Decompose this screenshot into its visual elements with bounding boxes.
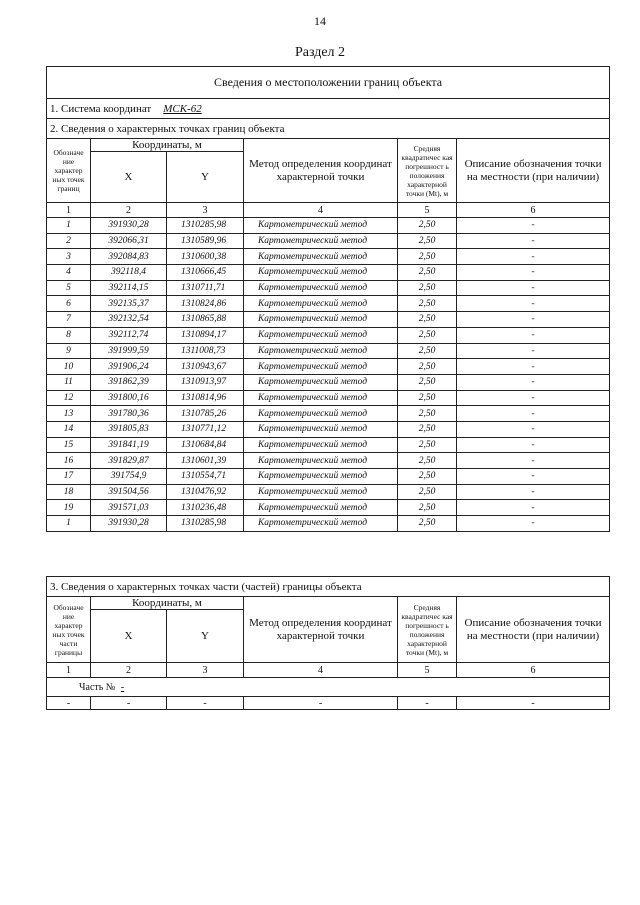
method-cell: Картометрический метод	[244, 500, 398, 516]
description-cell: -	[457, 265, 610, 281]
parts-column-numbers-row	[47, 663, 610, 678]
description-cell: -	[457, 484, 610, 500]
coord-x-cell: 391999,59	[91, 343, 167, 359]
table-row	[47, 421, 610, 437]
header-point: Обозначе ние характер ных точек границ	[47, 139, 91, 203]
part-cell: -	[47, 697, 91, 710]
coord-x-cell: 392112,74	[91, 327, 167, 343]
coord-system-row	[47, 99, 610, 119]
part-value: -	[120, 681, 125, 693]
coord-y-cell: 1310589,96	[167, 233, 244, 249]
error-cell: 2,50	[398, 218, 457, 234]
point-number-cell: 6	[47, 296, 91, 312]
column-number: 2	[91, 203, 167, 218]
coord-x-cell: 391805,83	[91, 421, 167, 437]
parts-header-error: Средняя квадратичес кая погрешност ь положения характерной точки (Mt), м	[398, 597, 457, 663]
parts-header-description: Описание обозначения точки на местности (при наличии)	[457, 597, 610, 663]
column-numbers-row	[47, 203, 610, 218]
header-coords: Координаты, м	[91, 139, 244, 152]
method-cell: Картометрический метод	[244, 265, 398, 281]
description-cell: -	[457, 312, 610, 328]
method-cell: Картометрический метод	[244, 312, 398, 328]
method-cell: Картометрический метод	[244, 359, 398, 375]
part-cell: -	[91, 697, 167, 710]
parts-header-point: Обозначе ние характер ных точек части границы	[47, 597, 91, 663]
table-row	[47, 374, 610, 390]
method-cell: Картометрический метод	[244, 343, 398, 359]
error-cell: 2,50	[398, 374, 457, 390]
description-cell: -	[457, 437, 610, 453]
column-number: 4	[244, 663, 398, 678]
header-method: Метод определения координат характерной точки	[244, 139, 398, 203]
parts-header-y: Y	[167, 610, 244, 663]
description-cell: -	[457, 516, 610, 532]
error-cell: 2,50	[398, 233, 457, 249]
description-cell: -	[457, 390, 610, 406]
coord-x-cell: 392114,15	[91, 280, 167, 296]
table-row	[47, 469, 610, 485]
error-cell: 2,50	[398, 343, 457, 359]
coord-y-cell: 1310913,97	[167, 374, 244, 390]
coord-x-cell: 392135,37	[91, 296, 167, 312]
point-number-cell: 4	[47, 265, 91, 281]
error-cell: 2,50	[398, 421, 457, 437]
coord-x-cell: 392084,83	[91, 249, 167, 265]
description-cell: -	[457, 469, 610, 485]
header-error: Средняя квадратичес кая погрешност ь положения характерной точки (Mt), м	[398, 139, 457, 203]
description-cell: -	[457, 280, 610, 296]
method-cell: Картометрический метод	[244, 421, 398, 437]
description-cell: -	[457, 249, 610, 265]
coord-x-cell: 391780,36	[91, 406, 167, 422]
boundary-table	[46, 66, 610, 532]
method-cell: Картометрический метод	[244, 484, 398, 500]
parts-header-coords: Координаты, м	[91, 597, 244, 610]
point-number-cell: 10	[47, 359, 91, 375]
error-cell: 2,50	[398, 484, 457, 500]
table-row	[47, 516, 610, 532]
table-row	[47, 343, 610, 359]
part-cell: -	[244, 697, 398, 710]
part-label: Часть №	[79, 681, 116, 693]
method-cell: Картометрический метод	[244, 390, 398, 406]
coord-x-cell: 391800,16	[91, 390, 167, 406]
part-label-row	[47, 678, 610, 697]
table-row	[47, 265, 610, 281]
error-cell: 2,50	[398, 265, 457, 281]
error-cell: 2,50	[398, 249, 457, 265]
table-row	[47, 359, 610, 375]
method-cell: Картометрический метод	[244, 374, 398, 390]
point-number-cell: 9	[47, 343, 91, 359]
column-number: 3	[167, 203, 244, 218]
coord-y-cell: 1310684,84	[167, 437, 244, 453]
description-cell: -	[457, 359, 610, 375]
point-number-cell: 3	[47, 249, 91, 265]
coord-x-cell: 391906,24	[91, 359, 167, 375]
point-number-cell: 14	[47, 421, 91, 437]
description-cell: -	[457, 343, 610, 359]
description-cell: -	[457, 421, 610, 437]
description-cell: -	[457, 327, 610, 343]
error-cell: 2,50	[398, 390, 457, 406]
point-number-cell: 13	[47, 406, 91, 422]
coord-y-cell: 1310236,48	[167, 500, 244, 516]
part-cell: -	[167, 697, 244, 710]
parts-header-method: Метод определения координат характерной точки	[244, 597, 398, 663]
coord-y-cell: 1310824,86	[167, 296, 244, 312]
table-row	[47, 280, 610, 296]
point-number-cell: 15	[47, 437, 91, 453]
point-number-cell: 7	[47, 312, 91, 328]
method-cell: Картометрический метод	[244, 453, 398, 469]
method-cell: Картометрический метод	[244, 516, 398, 532]
table-row	[47, 312, 610, 328]
method-cell: Картометрический метод	[244, 469, 398, 485]
method-cell: Картометрический метод	[244, 406, 398, 422]
error-cell: 2,50	[398, 327, 457, 343]
coord-x-cell: 391862,39	[91, 374, 167, 390]
method-cell: Картометрический метод	[244, 249, 398, 265]
part-cell: -	[398, 697, 457, 710]
coord-y-cell: 1310285,98	[167, 516, 244, 532]
error-cell: 2,50	[398, 296, 457, 312]
page-number: 14	[314, 14, 326, 28]
point-number-cell: 19	[47, 500, 91, 516]
point-number-cell: 2	[47, 233, 91, 249]
table-row	[47, 249, 610, 265]
error-cell: 2,50	[398, 312, 457, 328]
coord-y-cell: 1311008,73	[167, 343, 244, 359]
points-section-label: 2. Сведения о характерных точках границ объекта	[47, 119, 610, 139]
description-cell: -	[457, 500, 610, 516]
error-cell: 2,50	[398, 359, 457, 375]
coord-x-cell: 391571,03	[91, 500, 167, 516]
method-cell: Картометрический метод	[244, 437, 398, 453]
table-row	[47, 484, 610, 500]
coord-x-cell: 392118,4	[91, 265, 167, 281]
column-number: 6	[457, 203, 610, 218]
part-cell: -	[457, 697, 610, 710]
coord-y-cell: 1310285,98	[167, 218, 244, 234]
coord-system-value: МСК-62	[163, 102, 202, 115]
coord-y-cell: 1310771,12	[167, 421, 244, 437]
coord-y-cell: 1310814,96	[167, 390, 244, 406]
method-cell: Картометрический метод	[244, 280, 398, 296]
table-row	[47, 390, 610, 406]
header-description: Описание обозначения точки на местности (при наличии)	[457, 139, 610, 203]
error-cell: 2,50	[398, 500, 457, 516]
description-cell: -	[457, 218, 610, 234]
coord-y-cell: 1310601,39	[167, 453, 244, 469]
column-number: 5	[398, 663, 457, 678]
method-cell: Картометрический метод	[244, 327, 398, 343]
coord-y-cell: 1310600,38	[167, 249, 244, 265]
table-row	[47, 500, 610, 516]
header-y: Y	[167, 152, 244, 203]
parts-table	[46, 576, 610, 710]
coord-x-cell: 391930,28	[91, 218, 167, 234]
coord-x-cell: 392066,31	[91, 233, 167, 249]
description-cell: -	[457, 374, 610, 390]
point-number-cell: 1	[47, 218, 91, 234]
description-cell: -	[457, 296, 610, 312]
point-number-cell: 5	[47, 280, 91, 296]
description-cell: -	[457, 406, 610, 422]
point-number-cell: 18	[47, 484, 91, 500]
table-row	[47, 327, 610, 343]
point-number-cell: 1	[47, 516, 91, 532]
column-number: 1	[47, 663, 91, 678]
error-cell: 2,50	[398, 453, 457, 469]
parts-section-label: 3. Сведения о характерных точках части (частей) границы объекта	[47, 577, 610, 597]
coord-y-cell: 1310894,17	[167, 327, 244, 343]
column-number: 4	[244, 203, 398, 218]
coord-y-cell: 1310785,26	[167, 406, 244, 422]
header-x: X	[91, 152, 167, 203]
coord-x-cell: 391829,87	[91, 453, 167, 469]
coord-x-cell: 391841,19	[91, 437, 167, 453]
coord-y-cell: 1310476,92	[167, 484, 244, 500]
coord-system-label: 1. Система координат	[50, 102, 152, 115]
error-cell: 2,50	[398, 516, 457, 532]
coord-y-cell: 1310943,67	[167, 359, 244, 375]
column-number: 2	[91, 663, 167, 678]
coord-y-cell: 1310711,71	[167, 280, 244, 296]
table-row	[47, 437, 610, 453]
part-data-row	[47, 697, 610, 710]
point-number-cell: 16	[47, 453, 91, 469]
method-cell: Картометрический метод	[244, 296, 398, 312]
point-number-cell: 11	[47, 374, 91, 390]
table-row	[47, 296, 610, 312]
section-title: Раздел 2	[294, 45, 346, 60]
column-number: 5	[398, 203, 457, 218]
method-cell: Картометрический метод	[244, 218, 398, 234]
coord-y-cell: 1310865,88	[167, 312, 244, 328]
error-cell: 2,50	[398, 406, 457, 422]
table-row	[47, 453, 610, 469]
table-row	[47, 218, 610, 234]
coord-x-cell: 391754,9	[91, 469, 167, 485]
error-cell: 2,50	[398, 469, 457, 485]
column-number: 3	[167, 663, 244, 678]
table-row	[47, 233, 610, 249]
table-row	[47, 406, 610, 422]
coord-y-cell: 1310554,71	[167, 469, 244, 485]
point-number-cell: 17	[47, 469, 91, 485]
description-cell: -	[457, 453, 610, 469]
table-title: Сведения о местоположении границ объекта	[47, 67, 610, 99]
error-cell: 2,50	[398, 280, 457, 296]
point-number-cell: 12	[47, 390, 91, 406]
description-cell: -	[457, 233, 610, 249]
column-number: 6	[457, 663, 610, 678]
method-cell: Картометрический метод	[244, 233, 398, 249]
coord-x-cell: 391504,56	[91, 484, 167, 500]
coord-x-cell: 391930,28	[91, 516, 167, 532]
error-cell: 2,50	[398, 437, 457, 453]
column-number: 1	[47, 203, 91, 218]
parts-header-x: X	[91, 610, 167, 663]
coord-x-cell: 392132,54	[91, 312, 167, 328]
point-number-cell: 8	[47, 327, 91, 343]
coord-y-cell: 1310666,45	[167, 265, 244, 281]
